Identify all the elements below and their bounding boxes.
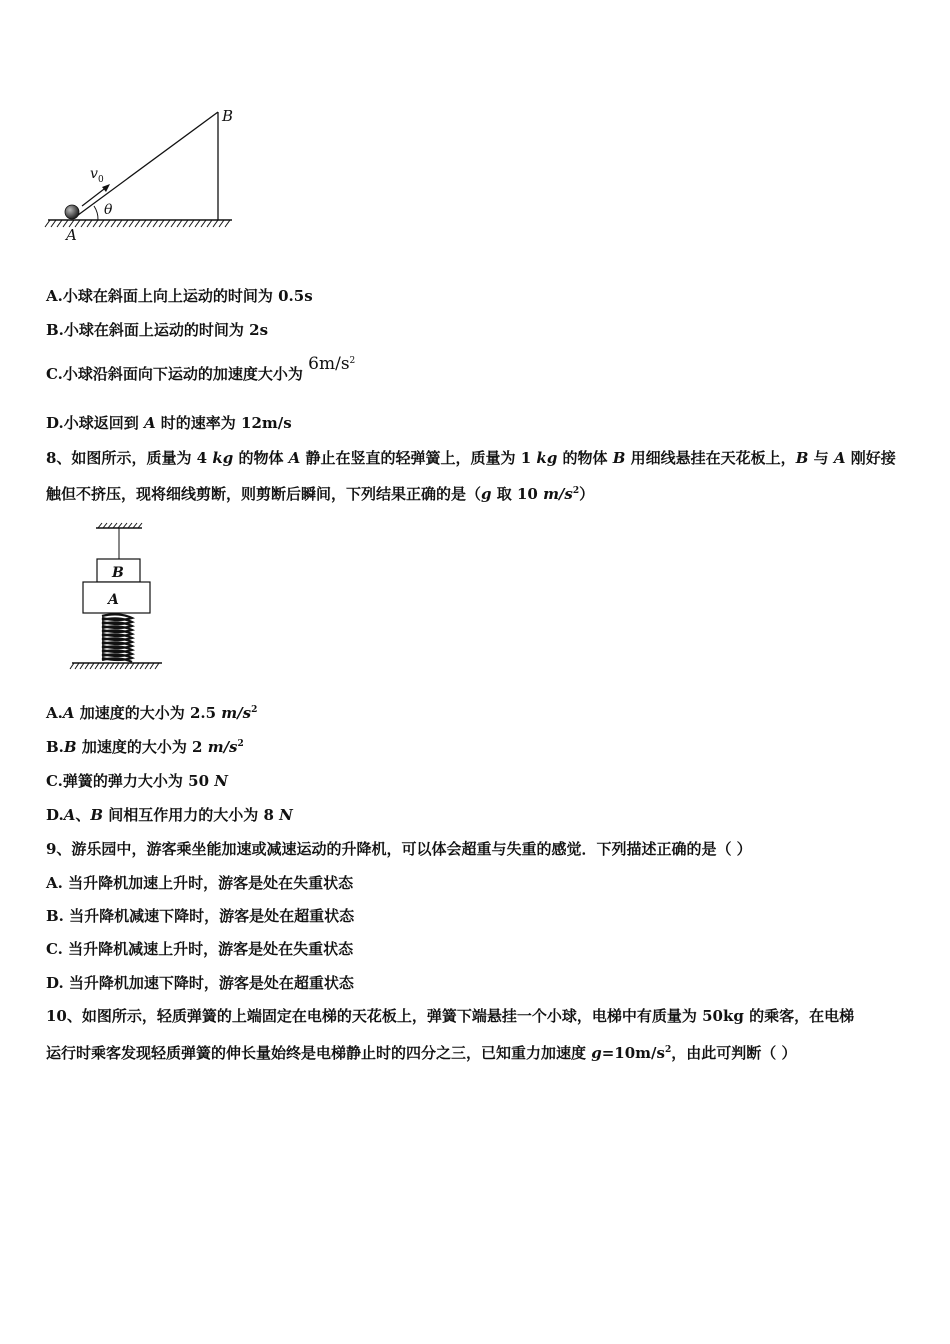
q7-option-c: C.小球沿斜面向下运动的加速度大小为 $6m/s^2$ (46, 354, 356, 383)
q9-option-a: A. 当升降机加速上升时，游客是处在失重状态 (46, 874, 354, 892)
q9-stem: 9、游乐园中，游客乘坐能加速或减速运动的升降机，可以体会超重与失重的感觉．下列描述正确的是（ ） (46, 840, 752, 858)
q7-option-a: A.小球在斜面上向上运动的时间为 0.5s (46, 287, 313, 305)
label-a: A (66, 226, 77, 244)
q9-option-b: B. 当升降机减速下降时，游客是处在超重状态 (46, 907, 355, 925)
label-v0: v (90, 166, 98, 182)
q8-stem-line1: 8、如图所示，质量为 4 kg 的物体 A 静止在竖直的轻弹簧上，质量为 1 kg 的物体 B 用细线悬挂在天花板上，B 与 A 刚好接 (46, 449, 896, 467)
q10-stem-line1: 10、如图所示，轻质弹簧的上端固定在电梯的天花板上，弹簧下端悬挂一个小球，电梯中有质量为 50kg 的乘客，在电梯 (46, 1007, 855, 1025)
q8-option-c: C.弹簧的弹力大小为 50 N (46, 772, 228, 790)
block-a-label: A (108, 592, 119, 608)
q9-option-d: D. 当升降机加速下降时，游客是处在超重状态 (46, 974, 354, 992)
incline-figure (40, 100, 260, 250)
q8-stem-line2: 触但不挤压，现将细线剪断，则剪断后瞬间，下列结果正确的是（g 取 10 $m/s^2$） (46, 485, 595, 503)
q10-stem-line2: 运行时乘客发现轻质弹簧的伸长量始终是电梯静止时的四分之三，已知重力加速度 $g=10m/s^2$，由此可判断（ ） (46, 1044, 797, 1062)
q7-option-d: D.小球返回到 A 时的速率为 12m/s (46, 414, 292, 432)
q8-option-b: B.B 加速度的大小为 2 $m/s^2$ (46, 738, 244, 756)
q8-option-a: A.A 加速度的大小为 2.5 $m/s^2$ (46, 704, 258, 722)
spring-blocks-figure (66, 520, 170, 676)
label-b: B (222, 107, 234, 125)
q8-option-d: D.A、B 间相互作用力的大小为 8 N (46, 806, 293, 824)
block-b-label: B (112, 565, 124, 581)
q9-option-c: C. 当升降机减速上升时，游客是处在失重状态 (46, 940, 354, 958)
q7-option-b: B.小球在斜面上运动的时间为 2s (46, 321, 269, 339)
label-theta: θ (104, 202, 113, 218)
label-v0-sub: 0 (98, 175, 104, 185)
